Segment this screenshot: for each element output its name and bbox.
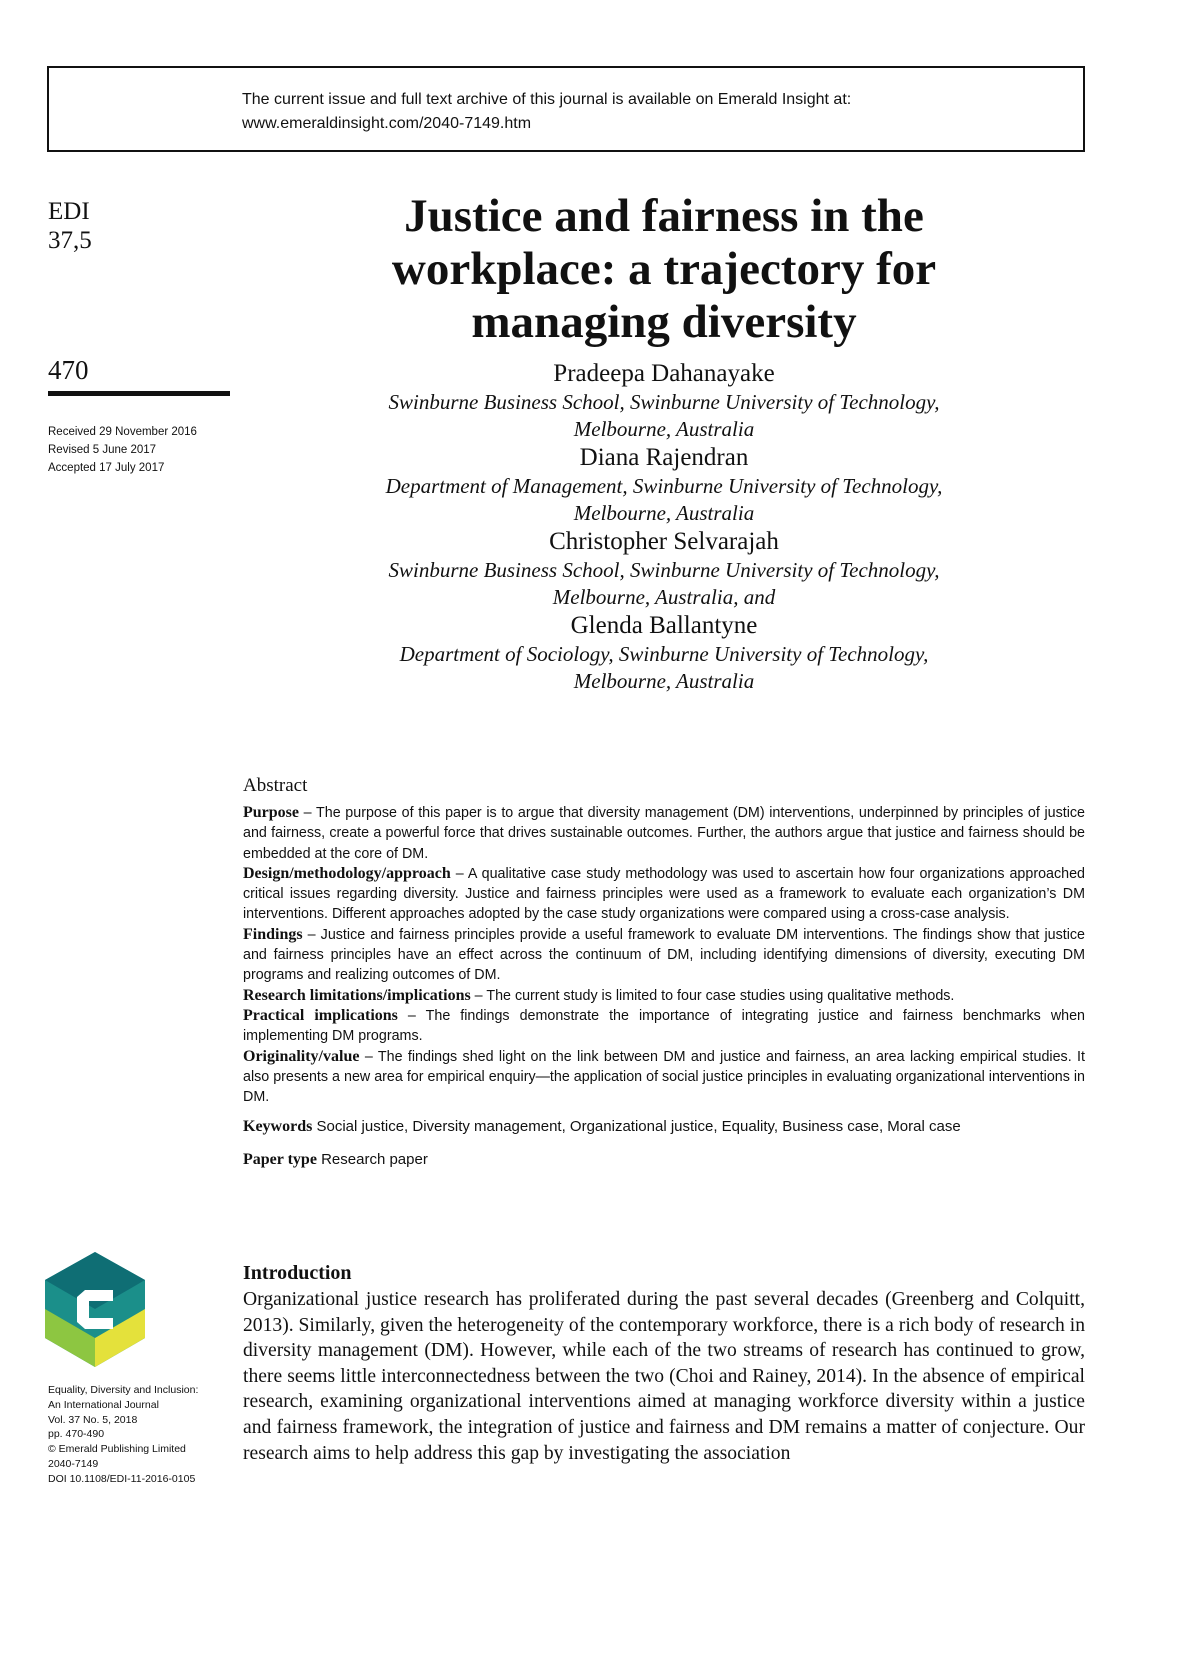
- access-notice-line: The current issue and full text archive of this journal is available on Emerald Insight at:: [242, 91, 852, 108]
- keywords-text: Social justice, Diversity management, Organizational justice, Equality, Business case, Moral case: [312, 1118, 961, 1136]
- author-affiliation: [243, 641, 1085, 695]
- section-text: – The purpose of this paper is to argue that diversity management (DM) interventions, underpinned by principles of justice and fairness, create a powerful force that drives sustainable outcomes. Further, the authors argue that justice and fairness should be embedded at the core of DM.: [243, 805, 1085, 862]
- journal-url-link[interactable]: www.emeraldinsight.com/2040-7149.htm: [242, 115, 532, 132]
- section-label: Purpose: [243, 804, 299, 821]
- affiliation-line: Melbourne, Australia: [573, 417, 755, 441]
- affiliation-line: Melbourne, Australia: [573, 669, 755, 693]
- abstract-limitations: [243, 986, 1085, 1006]
- affiliation-line: Melbourne, Australia, and: [552, 585, 776, 609]
- section-label: Design/methodology/approach: [243, 864, 451, 882]
- journal-issn: 2040-7149: [48, 1457, 99, 1470]
- abstract-design: [243, 864, 1085, 925]
- affiliation-line: Swinburne Business School, Swinburne University of Technology,: [388, 390, 940, 414]
- abstract: [243, 775, 1085, 1171]
- received-date: Received 29 November 2016: [48, 426, 197, 438]
- author-name: Christopher Selvarajah: [549, 528, 779, 555]
- paper-type-label: Paper type: [243, 1151, 317, 1169]
- journal-access-notice: [47, 66, 1085, 152]
- access-notice-text: [242, 88, 851, 136]
- author-name: Diana Rajendran: [579, 444, 749, 471]
- abstract-practical: [243, 1006, 1085, 1047]
- author-affiliation: [243, 557, 1085, 611]
- affiliation-line: Department of Management, Swinburne University of Technology,: [385, 474, 943, 498]
- author-name: Pradeepa Dahanayake: [553, 360, 775, 387]
- affiliation-line: Melbourne, Australia: [573, 501, 755, 525]
- section-text: – A qualitative case study methodology was used to ascertain how four organizations approached critical issues regarding diversity. Justice and fairness principles were used as a framework to evaluate each organization’s DM interventions. Different approaches adopted by the case study organizations were compared using a cross-case analysis.: [243, 865, 1085, 923]
- affiliation-line: Department of Sociology, Swinburne University of Technology,: [399, 642, 929, 666]
- submission-dates: [48, 423, 197, 477]
- section-label: Findings: [243, 925, 303, 943]
- section-label: Originality/value: [243, 1047, 360, 1065]
- section-label: Research limitations/implications: [243, 986, 471, 1004]
- journal-logo-icon: [45, 1252, 145, 1367]
- abstract-heading: Abstract: [243, 775, 308, 796]
- section-text: – Justice and fairness principles provide a useful framework to evaluate DM interventions. The findings show that justice and fairness principles have an effect across the continuum of DM, including identifying dimensions of diversity, executing DM programs and realizing outcomes of DM.: [243, 926, 1085, 984]
- journal-publisher: © Emerald Publishing Limited: [48, 1443, 186, 1456]
- section-text: – The findings demonstrate the importance of integrating justice and fairness benchmarks when implementing DM programs.: [243, 1007, 1085, 1045]
- title-line: managing diversity: [471, 296, 857, 348]
- section-label: Practical implications: [243, 1006, 398, 1024]
- author-affiliation: [243, 473, 1085, 527]
- abstract-originality: [243, 1047, 1085, 1108]
- paper-title: [243, 190, 1085, 349]
- journal-code: [48, 197, 92, 255]
- paper-type-text: Research paper: [316, 1151, 428, 1169]
- keywords-label: Keywords: [243, 1118, 313, 1136]
- section-text: – The findings shed light on the link between DM and justice and fairness, an area lacking empirical studies. It also presents a new area for empirical enquiry—the application of social justice principles in evaluating organizational interventions in DM.: [243, 1048, 1085, 1106]
- title-block: [243, 190, 1085, 695]
- author-name: Glenda Ballantyne: [570, 612, 758, 639]
- journal-abbrev: EDI: [48, 198, 90, 225]
- page-number: 470: [48, 355, 89, 385]
- accepted-date: Accepted 17 July 2017: [48, 462, 165, 474]
- journal-subtitle: An International Journal: [48, 1398, 159, 1411]
- introduction-heading: Introduction: [243, 1262, 352, 1284]
- page-number-rule: [48, 391, 230, 396]
- journal-name: Equality, Diversity and Inclusion:: [48, 1384, 199, 1396]
- journal-info: [48, 1383, 198, 1487]
- journal-pages: pp. 470-490: [48, 1428, 105, 1441]
- title-line: workplace: a trajectory for: [391, 243, 937, 295]
- abstract-findings: [243, 925, 1085, 986]
- affiliation-line: Swinburne Business School, Swinburne University of Technology,: [388, 558, 940, 582]
- revised-date: Revised 5 June 2017: [48, 444, 157, 456]
- title-line: Justice and fairness in the: [404, 190, 924, 242]
- introduction-section: [243, 1262, 1085, 1466]
- volume-issue: 37,5: [48, 227, 92, 254]
- journal-doi: DOI 10.1108/EDI-11-2016-0105: [48, 1472, 196, 1485]
- abstract-purpose: [243, 803, 1085, 864]
- keywords: [243, 1115, 1085, 1138]
- paper-type: [243, 1148, 1085, 1171]
- introduction-body: Organizational justice research has proliferated during the past several decades (Greenberg and Colquitt, 2013). Similarly, given the heterogeneity of the contemporary workforce, there is a rich body of research in diversity management (DM). However, while each of the two streams of research has continued to grow, there seems little interconnectedness between the two (Choi and Rainey, 2014). In the absence of empirical research, examining organizational interventions aimed at managing workforce diversity within a justice and fairness framework, the integration of justice and fairness and DM remains a matter of conjecture. Our research aims to help address this gap by investigating the association: [243, 1289, 1085, 1464]
- section-text: – The current study is limited to four case studies using qualitative methods.: [470, 987, 955, 1004]
- author-list: [243, 359, 1085, 695]
- author-affiliation: [243, 389, 1085, 443]
- journal-volume: Vol. 37 No. 5, 2018: [48, 1413, 138, 1426]
